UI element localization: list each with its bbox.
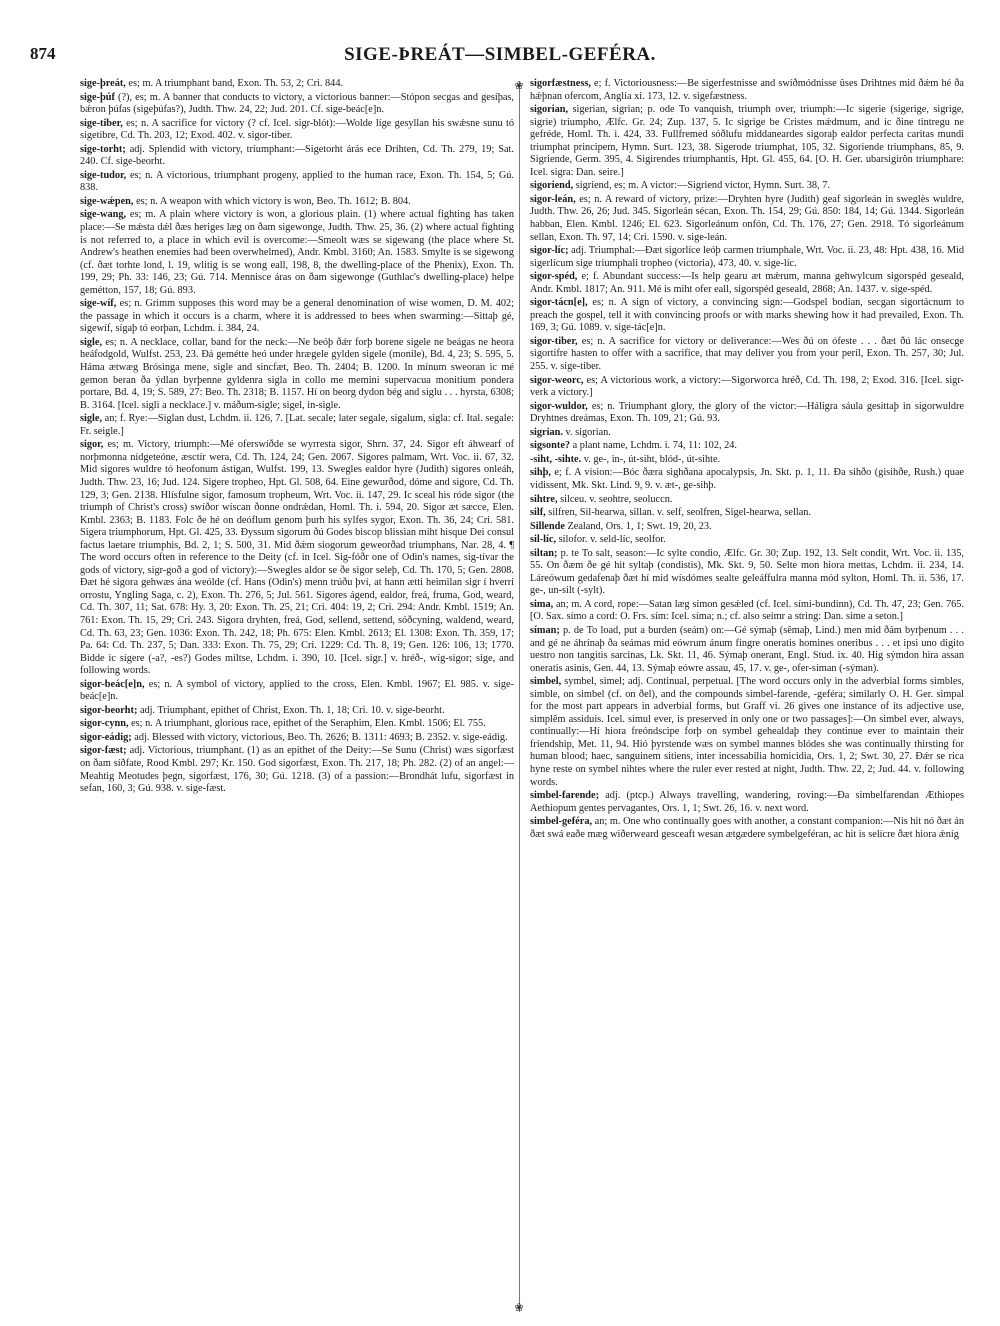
entry-definition: p. te To salt, season:—Ic sylte condio, Ælfc. Gr. 30; Zup. 192, 13. Selt condit, Wrt. Voc. ii. 135, 55. On ðæm ðe gé hit syltaþ (condistis), Mk. Skt. 9, 50. Selte mon hiora mettas, Lchdm. ii. 234, 14. Láreówum gedafenaþ ðæt hí mid wísdómes sealte geleáffulra manna mód sylton, Homl. Th. ii. 536, 17. ge-, un-silt (-sylt). [530,547,964,597]
divider-ornament-top: ❀ [514,80,524,92]
dictionary-entry [530,676,964,789]
entry-headword: sige-þúf [80,91,115,103]
entry-definition: es; n. A reward of victory, prize:—Dryhten hyre (Judith) geaf sigorleán in sweglès wuldre, Judth. Thw. 26, 26; Jud. 345. Sigorleán sécan, Exon. Th. 154, 29; Gú. 850: 184, 14; Gú. 1344. Sigorleán habban, Elen. Kmbl. 1246; El. 623. Sigorleánum onfón, Cd. Th. 176, 27; Gen. 2918. Tó sigorleánum sellan, Exon. Th. 97, 14; Cri. 1590. v. sige-leán. [530,193,964,243]
entry-headword: sigor-cynn, [80,718,129,730]
entry-definition: es; n. A triumphant, glorious race, epithet of the Seraphim, Elen. Kmbl. 1506; El. 755. [128,718,486,730]
entry-headword: simbel, [530,676,562,688]
entry-headword: sigorian, [530,104,569,116]
page-number: 874 [30,44,56,63]
entry-definition: es; m. A plain where victory is won, a glorious plain. (1) where actual fighting has taken place:—Se mǽsta dǽl ðæs heriges læg on ðam sigewonge, Judth. Thw. 25, 36. (2) where actual fighting is not referred to, a place in which evil is overcome:—Smeolt wæs se sigewang (the place where St. Andrew's heathen enemies had been overwhelmed), Andr. Kmbl. 3160; An. 1583. Smylte is se sigewong (cf. ðæt torhte lond, l. 19, wlitig is se wong eall, 198, 8, the dwelling-place of the Phenix), Exon. Th. 199, 29; Ph. 33: 146, 23; Gú. 714. Mennisce áras on ðam sigewonge (Guthlac's dwelling-place) helpe gemétton, 157, 18; Gú. 893. [80,209,514,296]
dictionary-entry [80,298,514,336]
entry-headword: sigor-eádig; [80,731,132,743]
entry-headword: sil-líc, [530,534,557,546]
dictionary-entry [530,548,964,598]
entry-headword: sihtre, [530,493,558,505]
entry-headword: sigor-beác[e]n, [80,678,145,690]
entry-headword: sima, [530,598,554,610]
entry-definition: adj. Triumphant, epithet of Christ, Exon. Th. 1, 18; Cri. 10. v. sige-beorht. [137,704,445,716]
entry-definition: es; n. A victorious, triumphant progeny, applied to the human race, Exon. Th. 154, 5; Gú. 838. [80,169,514,194]
dictionary-entry [80,718,514,731]
dictionary-entry [530,427,964,440]
entry-headword: siltan; [530,547,558,559]
entry-headword: sigor-fæst; [80,745,127,757]
entry-definition: e; f. A vision:—Bóc ðæra sighðana apocalypsis, Jn. Skt. p. 1, 11. Ða sihðo (gisihðe, Rush.) quae vidissent, Mk. Skt. Lind. 9, 9. v. æt-, ge-sihþ. [530,467,964,491]
entry-headword: sige-tudor, [80,169,127,181]
dictionary-entry [530,599,964,624]
entry-definition: es; n. Triumphant glory, the glory of the victor:—Háligra sáula gesittaþ in sigorwuldre Dryhtnes dreámas, Exon. Th. 109, 21; Gú. 93. [530,400,964,425]
entry-definition: v. sigorian. [562,426,611,438]
dictionary-entry [80,170,514,195]
entry-definition: es; n. A sacrifice for victory (? cf. Icel. sigr-blót):—Wolde líge gesyllan his swǽsne sunu tó sigetibre, Cd. Th. 203, 12; Exod. 402. v. sigor-tiber. [80,117,514,142]
entry-definition: es; m. Victory, triumph:—Mé oferswíðde se wyrresta sigor, Shrn. 37, 24. Sigor eft áhwearf of norþmonna nídgeteóne, æsctír wera, Cd. Th. 124, 24; Gen. 2067. Sigores palmam, Wrt. Voc. ii. 67, 32. Mid sigores wuldre tó heofonum ástígan, Wulfst. 199, 13. Swegles ealdor hyre (Judith) sigores onleáh, Judth. Thw. 23, 16; Jud. 124. Sigere tropheo, Hpt. Gl. 508, 64. Eine gewurðod, dóme and sigore, Cd. Th. 129, 3; Gen. 2138. Hlísfulne sigor, famosum tropheum, Wrt. Voc. ii. 147, 29. Ic sceal his róde sigor (the triumph of Christ's cross) swíðor wíscan ðonne ondrǽdan, Homl. Th. i. 594, 20. Sigor æt sæcce, Elen. Kmbl. 2363; B. 1183. Folc ðe hé on deóflum genom þurh his sylfes sygor, Exon. Th. 36, 24; Cri. 581. Sigera triumphorum, Hpt. Gl. 425, 33. Ðyssum sigorum ðú Godes biscop blissian miht hisque Dei consul factus laetare triumphis, Bd. 2, 1; S. 500, 31. Mid ðǽm siogorum geweorðad triumphans, Nar. 28, 4. ¶ The word occurs often in reference to the Deity (cf. in Icel. Sig-fóðr one of Odin's names, sig-tívar the gods of victory, sigr-goð a god of victory):—Swegles aldor se ðe sigor seleþ, Cd. Th. 170, 5; Gen. 2808. Ðæt hé sigora gehwæs ána weólde (cf. Hans (Odin's) menn trúðu því, at hann ætti heimilan sigr í hverri orrostu, Yngling Saga, c. 2), Exon. Th. 276, 5; Jul. 561. Sigores ágend, ealdor, freá, fruma, God, weard, Cd. Th. 307, 11; Sat. 678: Hy. 3, 20: Exon. Th. 25, 21; Cri. 404: 19, 2; Cri. 294: Andr. Kmbl. 1519; An. 761: Exon. Th. 15, 29; Cri. 243. Sigora dryhten, freá, God, sellend, settend, sóðcyning, waldend, weard, Cd. Th. 63, 23; Gen. 1036: Exon. Th. 242, 18; Ph. 675: Elen. Kmbl. 2613; El. 1308: Exon. Th. 359, 17; Pa. 64: Cd. Th. 237, 5; Dan. 333: Exon. Th. 75, 29; Cri. 1229: Cd. Th. 8, 19; Gen. 126: 106, 13; 1770. Bidde ic sigere (-a?, -es?) Godes miltse, Lchdm. i. 390, 10. [Icel. sigr.] v. hréð-, wíg-sigor; sige, and following words. [80,439,514,677]
entry-definition: sigriend, es; m. A victor:—Sigriend victor, Hymn. Surt. 38, 7. [573,180,830,192]
dictionary-entry [80,144,514,169]
dictionary-entry [80,337,514,412]
entry-definition: symbel, simel; adj. Continual, perpetual. [The word occurs only in the adverbial forms simbles, simble, on simbel (cf. on ðel), and the compounds simbel-farende, -geféra; similarly O. H. Ger. simpal for the most part appears in adverbial forms, but Graff vi. 26 gives one instance of its adjective use, simplêm assiduis. Icel. simul ever, is preserved in only one or two passages]:—On simbel ever, always, continually:—Hí hiora freóndscipe forþ on symbel gehealdaþ they continue ever to maintain their friendship, Met. 11, 94. Hió þyrstende wæs on symbel mannes blódes she was continually thirsting for human blood; haec, sanguinem sitiens, inter incessabilia homicidia, Ors. 1, 2; Swt. 30, 27. Ðǽr se rica hyne reste on symbel nihtes where the ruler ever rested at night, Judth. Thw. 22, 2; Jud. 44. v. following words. [530,676,964,788]
entry-headword: Sillende [530,520,565,532]
entry-headword: sigor-spéd, [530,271,578,283]
entry-definition: silceu. v. seohtre, seoluccn. [557,493,673,505]
left-column [80,78,514,1318]
dictionary-entry [530,194,964,244]
entry-definition: v. ge-, in-, út-siht, blód-, út-sihte. [581,453,721,465]
entry-headword: silf, [530,507,546,519]
entry-definition: p. de To load, put a burden (seám) on:—Gé sýmaþ (sêmaþ, Lind.) men mid ðám byrþenum . . . and gé ne áhrínaþ ða seámas mid eówrum ánum fingre oneratis homines oneribus . . . et ipsi uno digito uestro non tangitis sarcinas, Lk. Skt. 11, 46. Sýmaþ onerant, Engl. Stud. ix. 40. Hig sýmdon hira assan oneratis asinis, Gen. 44, 13. Sýmaþ eówre assau, 45, 17. v. ge-, ofer-síman (-sýman). [530,624,964,674]
entry-definition: es; n. Grimm supposes this word may be a general denomination of wise women, D. M. 402; the passage in which it occurs is a charm, where it is addressed to bees when swarming:—Sittaþ gé, sigewíf, sígaþ tó eorþan, Lchdm. i. 384, 24. [80,298,514,335]
dictionary-entry [530,297,964,335]
entry-definition: adj. Blessed with victory, victorious, Beo. Th. 2626; B. 1311: 4693; B. 2352. v. sige-eádig. [131,731,508,743]
entry-definition: es; m. A triumphant band, Exon. Th. 53, 2; Cri. 844. [125,78,344,89]
dictionary-entry [80,732,514,745]
entry-definition: an; f. Rye:—Siglan dust, Lchdm. ii. 126, 7. [Lat. secale; later segale, sigalum, sigla: cf. Ital. segale: Fr. seigle.] [80,413,514,437]
dictionary-entry [530,245,964,270]
dictionary-entry [80,92,514,117]
dictionary-entry [80,413,514,438]
dictionary-entry [80,439,514,677]
entry-definition: an; m. A cord, rope:—Satan læg símon gesǽled (cf. Icel. sími-bundinn), Cd. Th. 47, 23; Gen. 765. [O. Sax. símo a cord: O. Frs. sím: Icel. síma; n.; cf. also seimr a string: Dan. sime a seton.] [530,598,964,623]
entry-definition: silofor. v. seld-líc, seolfor. [556,534,666,546]
dictionary-entry [80,118,514,143]
entry-definition: Zealand, Ors. 1, 1; Swt. 19, 20, 23. [564,520,712,532]
entry-headword: sigle, [80,336,103,348]
dictionary-entry [530,494,964,507]
dictionary-entry [530,180,964,193]
entry-headword: sigor, [80,439,104,451]
dictionary-entry [530,625,964,675]
dictionary-entry [80,196,514,209]
entry-definition: es; n. A sign of victory, a convincing sign:—Godspel bodian, secgan sigortácnum to preach the gospel, tell it with convincing proofs or with marks shewing how it had prevailed, Exon. Th. 169, 3; Gú. 1089. v. sige-tác[e]n. [530,297,964,334]
entry-headword: -siht, -sihte. [530,453,582,465]
entry-headword: sigor-líc; [530,245,569,257]
entry-definition: silfren, Sil-hearwa, sillan. v. self, seolfren, Sigel-hearwa, sellan. [545,507,811,519]
entry-headword: sige-wang, [80,209,127,221]
running-title: SIGE-ÞREÁT—SIMBEL-GEFÉRA. [344,44,656,65]
dictionary-entry [530,521,964,534]
entry-headword: sigor-wuldor, [530,400,588,412]
dictionary-entry [80,745,514,795]
entry-headword: sihþ, [530,467,551,479]
entry-definition: e; f. Victoriousness:—Be sigerfestnisse and swíðmódnisse ûses Drihtnes mid ðǽm hé ða hǽþnan ofercom, Anglia xi. 173, 12. v. sigefæstness. [530,78,964,102]
entry-definition: es; n. A weapon with which victory is won, Beo. Th. 1612; B. 804. [133,195,411,207]
entry-definition: an; m. One who continually goes with another, a constant companion:—Nis hit nó ðæt án ðæt swá eaðe mæg wiðerweard gesceaft wesan ætgædere symbelgeféran, ac hit is selícre ðæt hiora ǽnig [530,816,964,840]
entry-headword: sige-wǽpen, [80,195,134,207]
dictionary-entry [80,705,514,718]
entry-definition: es; n. A sacrifice for victory or deliverance:—Wes ðú on ófeste . . . ðæt ðú lác onsecge sigortifre hasten to offer with a sacrifice, that may deliver you from your peril, Exon. Th. 257, 30; Jul. 255. v. sige-tiber. [530,335,964,373]
right-column [530,78,964,1318]
entry-definition: a plant name, Lchdm. i. 74, 11: 102, 24. [570,440,737,452]
dictionary-entry [530,271,964,296]
dictionary-entry [530,375,964,400]
entry-headword: sigor-weorc, [530,374,584,386]
entry-definition: es; n. A symbol of victory, applied to the cross, Elen. Kmbl. 1967; El. 985. v. sige-beác[e]n. [80,678,514,703]
dictionary-entry [530,104,964,179]
entry-headword: sigor-beorht; [80,704,138,716]
entry-definition: sigerian, sigrian; p. ode To vanquish, triumph over, triumph:—Ic sigerie (sigerige, sigrige, sigrie) triumpho, Ælfc. Gr. 24; Zup. 137, 5. Ic sigrige be Cristes mǽdmum, and ic ðine tintregu ne gefréde, Homl. Th. i. 424, 33. Fullfremed sóðlufu middaneardes sigoraþ ealdor perfecta caritas mundi triumphat principem, Hymn. Surt. 123, 38. Sigerode triumphat, 105, 32. Sigoriende triumphans, 85, 9. Sigriende, Germ. 395, 4. Sigirendes triumphantis, Hpt. Gl. 455, 64. [O. H. Ger. ubarsigirôn triumphare: Icel. sigra: Dan. seire.] [530,104,964,178]
entry-headword: sigor-tiber, [530,335,578,347]
dictionary-entry [530,816,964,841]
entry-definition: adj. Triumphal:—Ðæt sigorlíce leóþ carmen triumphale, Wrt. Voc. ii. 23, 48: Hpt. 438, 16. Mid sigerlícum sige triumphali tropheo (victoria), 473, 40. v. sige-líc. [530,245,964,269]
dictionary-entry [530,467,964,492]
entry-headword: sigor-leán, [530,193,576,205]
dictionary-entry [530,790,964,815]
dictionary-entry [530,336,964,374]
entry-headword: sige-þreát, [80,78,126,89]
entry-headword: simbel-farende; [530,790,600,802]
entry-headword: simbel-geféra, [530,816,593,828]
entry-headword: sigrian. [530,426,563,438]
page-header [30,44,970,70]
entry-definition: (?), es; m. A banner that conducts to victory, a victorious banner:—Stópon secgas and gesíþas, bǽron þúfas (sigeþúfas?), Judth. Thw. 24, 22; Jud. 201. Cf. sige-beác[e]n. [80,91,514,116]
entry-definition: adj. Splendid with victory, triumphant:—Sigetorht árás ece Drihten, Cd. Th. 279, 19; Sat. 240. Cf. sige-beorht. [80,143,514,168]
dictionary-entry [530,534,964,547]
divider-ornament-bottom: ❀ [514,1302,524,1314]
entry-headword: sigor-tácn[e], [530,297,588,309]
dictionary-entry [530,454,964,467]
entry-headword: sigsonte? [530,440,571,452]
entry-definition: adj. Victorious, triumphant. (1) as an epithet of the Deity:—Se Sunu (Christ) wæs sigorfæst on ðam síðfate, Rood Kmbl. 297; Kr. 150. God sigorfæst, Exon. Th. 217, 18; Ph. 282. (2) of an angel:—Meahtig Meotudes þegn, sigorfæst, 176, 30; Gú. 1218. (3) of a passion:—Brondhát lufu, sigorfæst in sefan, 160, 3; Gú. 938. v. sige-fæst. [80,745,514,795]
dictionary-entry [530,507,964,520]
entry-headword: sigle, [80,413,103,425]
entry-headword: sigoriend, [530,180,574,192]
column-divider [519,82,520,1312]
dictionary-entry [530,401,964,426]
entry-definition: es; n. A necklace, collar, band for the neck:—Ne beóþ ðǽr forþ borene sigele ne beágas ne heora heáfodgold, Wulfst. 253, 23. Ðá gemétte heó under hrægele gylden sigele (monile), Bd. 4, 23; S. 595, 5. Háma ætwæg Brósinga mene, sigle and sincfæt, Beo. Th. 2404; B. 1200. In mínum sweoran ic mé gemon beran ða ýdlan byrþenne gyldenra sigla in collo me memini supervacua monitium pondera portare, Bd. 4, 19; S. 589, 27: Beo. Th. 2318; B. 1157. Hí on beorg dydon bég and siglu . . . hyrsta, 6308; B. 3164. [Icel. sigli a necklace.] v. máðum-sigle; sigel, in-sigle. [80,336,514,411]
entry-definition: adj. (ptcp.) Always travelling, wandering, roving:—Ða simbelfarendan Æthiopes Aethiopum gentes pervagantes, Ors. 1, 1; Swt. 26, 16. v. next word. [530,790,964,814]
dictionary-entry [530,78,964,103]
entry-headword: sigorfæstness, [530,78,591,89]
entry-headword: síman; [530,624,560,636]
entry-headword: sige-tiber, [80,117,123,129]
dictionary-entry [530,440,964,453]
dictionary-entry [80,209,514,297]
dictionary-entry [80,78,514,91]
entry-headword: sige-wíf, [80,298,117,310]
entry-definition: e; f. Abundant success:—Is help gearu æt mǽrum, manna gehwylcum sigorspéd geseald, Andr. Kmbl. 1817; An. 911. Mé is miht ofer eall, sigorspéd geseald, 2868; An. 1437. v. sige-spéd. [530,271,964,295]
entry-definition: es; A victorious work, a victory:—Sigorworca hréð, Cd. Th. 198, 2; Exod. 316. [Icel. sigr-verk a victory.] [530,374,964,399]
entry-headword: sige-torht; [80,143,126,155]
dictionary-entry [80,679,514,704]
